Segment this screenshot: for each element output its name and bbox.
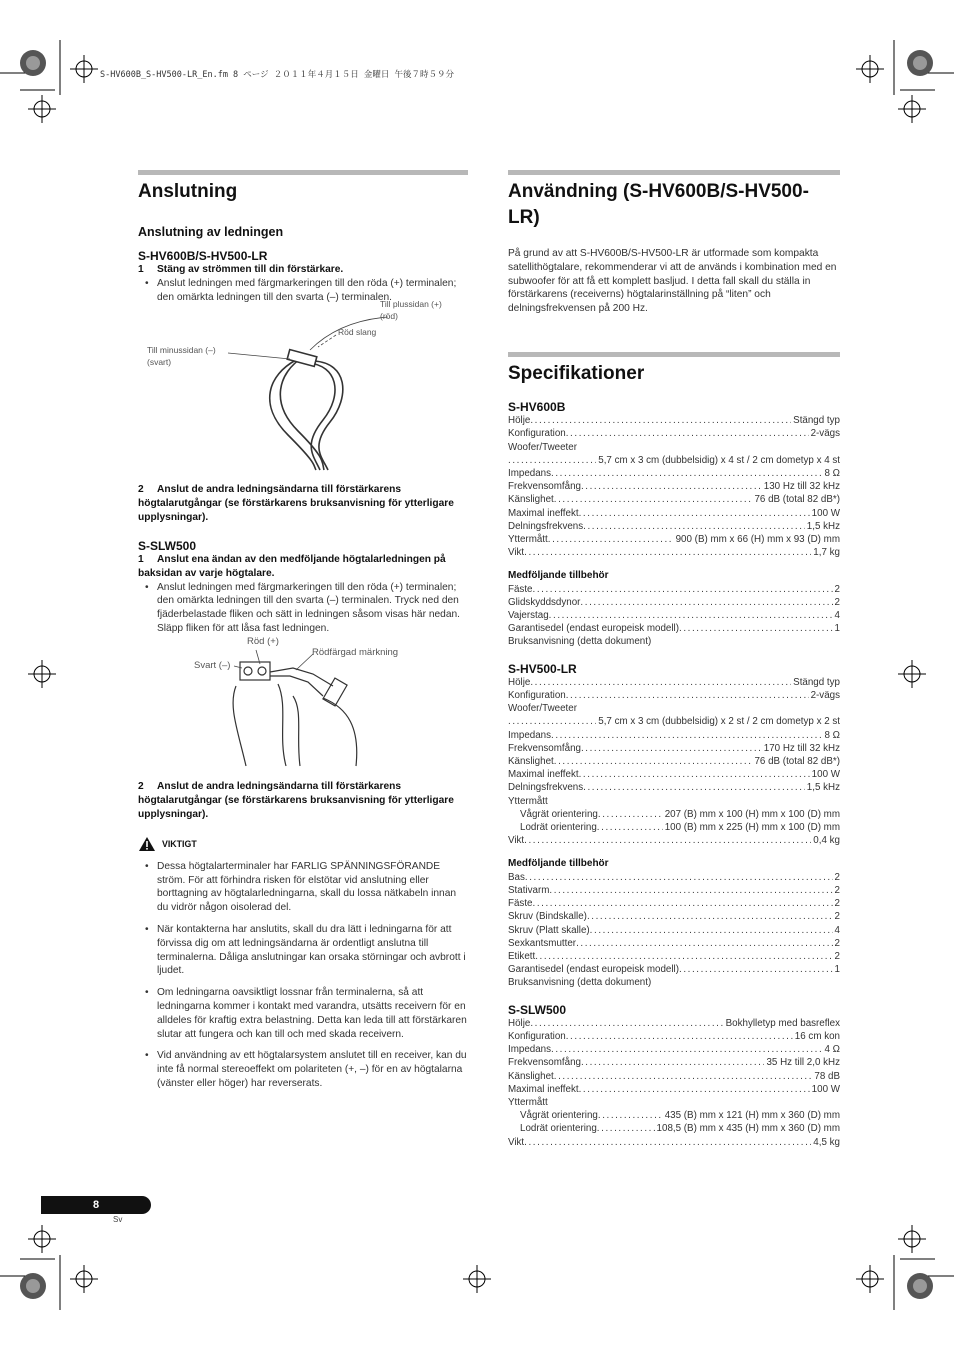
note-item: • Vid användning av ett högtalarsystem anslutet till en receiver, kan du inte få normal stereoeffekt om polariteten (+, –) för en av högtalarna (vänster eller höger) har reverserats.: [138, 1049, 468, 1090]
spec-row: Konfiguration ..... 16 cm kon: [508, 1030, 840, 1043]
acc-row: Bas ..... 2: [508, 871, 840, 884]
terminal-illustration: [138, 636, 468, 770]
spec-hv600b: [508, 401, 840, 649]
acc-manual: Bruksanvisning (detta dokument): [508, 977, 652, 989]
spec-label: Yttermått: [508, 1096, 548, 1108]
page-number: 8: [92, 1199, 100, 1211]
left-column: [138, 170, 468, 1091]
model-heading-hv: S-HV600B/S-HV500-LR: [138, 249, 268, 263]
spec-row: Vågrät orientering ..... 435 (B) mm x 121 (H) mm x 360 (D) mm: [508, 1109, 840, 1122]
spec-row: Konfiguration ..... 2-vägs: [508, 427, 840, 440]
spec-row: Maximal ineffekt ..... 100 W: [508, 1083, 840, 1096]
warning-icon: [138, 836, 156, 852]
spec-row: Frekvensomfång ..... 170 Hz till 32 kHz: [508, 742, 840, 755]
spec-row: Hölje ..... Stängd typ: [508, 414, 840, 427]
acc-row: Vajerstag ..... 4: [508, 609, 840, 622]
step-2b: 2 Anslut de andra ledningsändarna till förstärkarens högtalarutgångar (se förstärkarens bruksanvisning för ytterligare upplysningar).: [138, 780, 454, 820]
label-minus-side: Till minussidan (–): [147, 344, 216, 355]
accessories-heading: Medföljande tillbehör: [508, 858, 609, 870]
label-minus-black: (svart): [147, 356, 172, 367]
bullet-list-2: [138, 581, 468, 636]
section-title-usage: Användning (S-HV600B/S-HV500-LR): [508, 181, 809, 228]
spec-row: Vågrät orientering ..... 207 (B) mm x 100 (H) mm x 100 (D) mm: [508, 808, 840, 821]
file-header: S-HV600B_S-HV500-LR_En.fm 8 ページ ２０１１年４月１５日 金曜日 午後７時５９分: [100, 70, 454, 80]
spec-row: Delningsfrekvens ..... 1,5 kHz: [508, 781, 840, 794]
acc-row: Sexkantsmutter ..... 2: [508, 937, 840, 950]
spec-row: ..... 5,7 cm x 3 cm (dubbelsidig) x 2 st / 2 cm dometyp x 2 st: [508, 715, 840, 728]
important-heading: VIKTIGT: [138, 836, 468, 852]
section-rule: [138, 170, 468, 175]
label-plus-red: (röd): [380, 310, 398, 321]
note-item: • Om ledningarna oavsiktligt lossnar från terminalerna, så att ledningarna kommer i kontakt med varandra, utsätts receivern för en alldeles för kraftig extra belastning. Detta kan leda till att förstärkaren slutar att fungera och kan till och med skada receivern.: [138, 986, 468, 1041]
label-red-stripe: Röd slang: [338, 326, 377, 337]
acc-row: Glidskyddsdynor ..... 2: [508, 596, 840, 609]
figure-wire-connection: [138, 298, 468, 473]
label-red-marking: Rödfärgad märkning: [312, 646, 399, 658]
acc-row: Skruv (Platt skalle) ..... 4: [508, 924, 840, 937]
spec-row: Vikt ..... 1,7 kg: [508, 546, 840, 559]
spec-row: Impedans ..... 8 Ω: [508, 729, 840, 742]
step-1: 1 Stäng av strömmen till din förstärkare.: [138, 264, 344, 275]
spec-label: Yttermått: [508, 795, 548, 807]
acc-row: Garantisedel (endast europeisk modell) ..... 1: [508, 622, 840, 635]
note-item: • Dessa högtalarterminaler har FARLIG SPÄNNINGSFÖRANDE ström. För att förhindra risken för elstötar vid anslutning eller borttagning av högtalarledningarna, skall du lossa nätkabeln innan du vidrör någon oisolerad del.: [138, 860, 468, 915]
subsection-title: Anslutning av ledningen: [138, 225, 284, 239]
acc-row: Garantisedel (endast europeisk modell) ..... 1: [508, 963, 840, 976]
section-rule: [508, 352, 840, 357]
acc-row: Stativarm ..... 2: [508, 884, 840, 897]
section-title-anslutning: Anslutning: [138, 181, 238, 202]
spec-row: Vikt ..... 4,5 kg: [508, 1136, 840, 1149]
spec-row: Impedans ..... 4 Ω: [508, 1043, 840, 1056]
spec-model-hv500: S-HV500-LR: [508, 661, 577, 676]
spec-row: Maximal ineffekt ..... 100 W: [508, 507, 840, 520]
step-1b: 1 Anslut ena ändan av den medföljande högtalarledningen på baksidan av varje högtalare.: [138, 553, 446, 579]
spec-label: Woofer/Tweeter: [508, 703, 577, 715]
spec-row: Frekvensomfång ..... 35 Hz till 2,0 kHz: [508, 1056, 840, 1069]
right-column: [508, 170, 840, 1149]
acc-row: Fäste ..... 2: [508, 583, 840, 596]
spec-row: Impedans ..... 8 Ω: [508, 467, 840, 480]
accessories-heading: Medföljande tillbehör: [508, 570, 609, 582]
spec-row: Lodrät orientering ..... 108,5 (B) mm x 435 (H) mm x 360 (D) mm: [508, 1122, 840, 1135]
spec-hv500: [508, 663, 840, 990]
spec-row: Delningsfrekvens ..... 1,5 kHz: [508, 520, 840, 533]
note-item: • När kontakterna har anslutits, skall du dra lätt i ledningarna för att förvissa dig om att ledningsändarna är ordentligt anslutna till terminalerna. Dåliga anslutningar kan orsaka störningar och avbrott i ljudet.: [138, 923, 468, 978]
spec-row: Känslighet ..... 76 dB (total 82 dB*): [508, 755, 840, 768]
page-language: Sv: [113, 1215, 123, 1224]
wire-illustration: [138, 305, 468, 473]
spec-row: Känslighet ..... 76 dB (total 82 dB*): [508, 493, 840, 506]
step-2: 2 Anslut de andra ledningsändarna till förstärkarens högtalarutgångar (se förstärkarens bruksanvisning för ytterligare upplysningar).: [138, 483, 454, 523]
spec-row: Känslighet ..... 78 dB: [508, 1070, 840, 1083]
usage-paragraph: På grund av att S-HV600B/S-HV500-LR är utformade som kompakta satellithögtalare, rekommenderar vi att de används i kombination med en subwoofer för att få ett komplett basljud. I detta fall skall du ställa in förstärkarens (receiverns) högtalarinställning på “liten” och delningsfrekvensen på 200 Hz.: [508, 248, 837, 315]
spec-row: Frekvensomfång ..... 130 Hz till 32 kHz: [508, 480, 840, 493]
spec-row: Yttermått ..... 900 (B) mm x 66 (H) mm x 93 (D) mm: [508, 533, 840, 546]
label-black-minus: Svart (–): [194, 659, 231, 671]
section-title-specs: Specifikationer: [508, 362, 645, 384]
model-heading-slw: S-SLW500: [138, 538, 197, 553]
spec-model-hv600b: S-HV600B: [508, 399, 566, 414]
important-notes: [138, 860, 468, 1091]
spec-row: Hölje ..... Stängd typ: [508, 676, 840, 689]
acc-row: Fäste ..... 2: [508, 897, 840, 910]
spec-model-slw500: S-SLW500: [508, 1002, 567, 1017]
spec-label: Woofer/Tweeter: [508, 441, 577, 453]
bullet-item: • Anslut ledningen med färgmarkeringen till den röda (+) terminalen; den omärkta ledningen till den svarta (–) terminalen.: [138, 277, 468, 305]
bullet-item: • Anslut ledningen med färgmarkeringen till den röda (+) terminalen; den omärkta ledningen till den svarta (–) terminalen. Tryck ned den fjäderbelastade fliken och sätt in ledningen såsom visas här nedan. Släpp fliken för att låsa fast ledningen.: [138, 581, 468, 636]
spec-slw500: [508, 1004, 840, 1149]
spec-row: Vikt ..... 0,4 kg: [508, 834, 840, 847]
acc-row: Etikett ..... 2: [508, 950, 840, 963]
spec-row: Lodrät orientering ..... 100 (B) mm x 225 (H) mm x 100 (D) mm: [508, 821, 840, 834]
acc-manual: Bruksanvisning (detta dokument): [508, 636, 652, 648]
figure-terminal-connection: [138, 636, 468, 770]
spec-row: ..... 5,7 cm x 3 cm (dubbelsidig) x 4 st / 2 cm dometyp x 4 st: [508, 454, 840, 467]
label-red-plus: Röd (+): [247, 635, 279, 647]
section-rule: [508, 170, 840, 175]
spec-row: Konfiguration ..... 2-vägs: [508, 689, 840, 702]
spec-row: Hölje ..... Bokhylletyp med basreflex: [508, 1017, 840, 1030]
label-plus-side: Till plussidan (+): [380, 298, 442, 309]
acc-row: Skruv (Bindskalle) ..... 2: [508, 910, 840, 923]
spec-row: Maximal ineffekt ..... 100 W: [508, 768, 840, 781]
